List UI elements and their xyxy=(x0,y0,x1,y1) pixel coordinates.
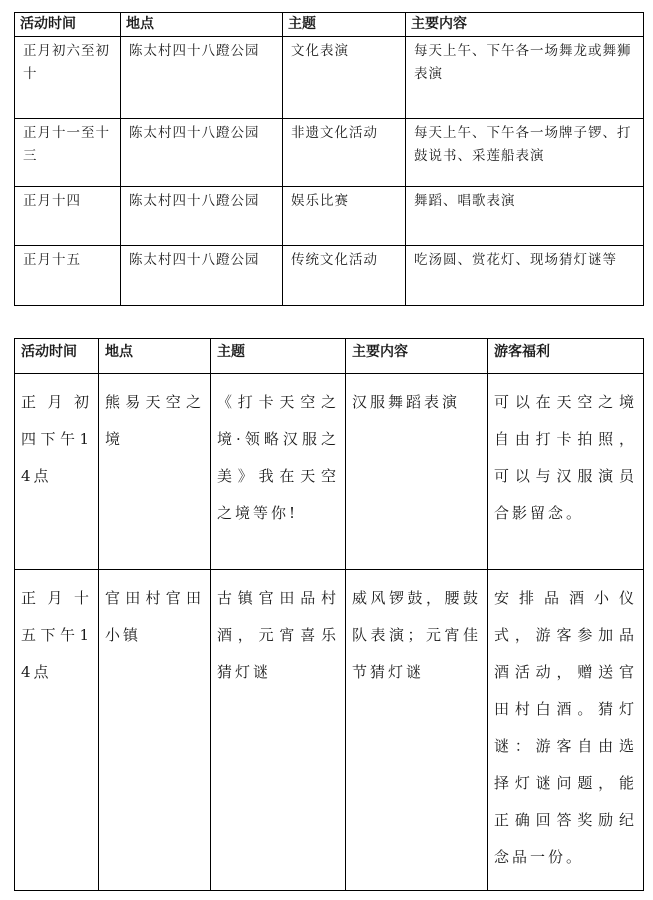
cell-time: 正月十四 xyxy=(15,187,121,246)
cell-theme: 文化表演 xyxy=(283,37,406,119)
header-content: 主要内容 xyxy=(346,339,488,374)
header-theme: 主题 xyxy=(211,339,346,374)
cell-benefits: 可以在天空之境自由打卡拍照，可以与汉服演员合影留念。 xyxy=(488,374,644,570)
header-location: 地点 xyxy=(99,339,211,374)
table-row xyxy=(15,187,644,246)
header-time: 活动时间 xyxy=(15,13,121,37)
cell-location: 陈太村四十八蹬公园 xyxy=(121,246,283,306)
cell-time: 正月十一至十三 xyxy=(15,119,121,187)
cell-theme: 古镇官田品村酒，元宵喜乐猜灯谜 xyxy=(211,570,346,891)
cell-time: 正月初四下午14点 xyxy=(15,374,99,570)
header-content: 主要内容 xyxy=(406,13,644,37)
table-row xyxy=(15,37,644,119)
table-header-row xyxy=(15,13,644,37)
cell-benefits: 安排品酒小仪式，游客参加品酒活动，赠送官田村白酒。猜灯谜：游客自由选择灯谜问题，能正确回答奖励纪念品一份。 xyxy=(488,570,644,891)
activity-table-1 xyxy=(14,12,644,306)
cell-time: 正月十五 xyxy=(15,246,121,306)
cell-theme: 非遗文化活动 xyxy=(283,119,406,187)
cell-theme: 《打卡天空之境·领略汉服之美》我在天空之境等你! xyxy=(211,374,346,570)
activity-table-2 xyxy=(14,338,644,891)
header-time: 活动时间 xyxy=(15,339,99,374)
table-header-row xyxy=(15,339,644,374)
cell-location: 陈太村四十八蹬公园 xyxy=(121,119,283,187)
cell-location: 官田村官田小镇 xyxy=(99,570,211,891)
cell-content: 每天上午、下午各一场牌子锣、打鼓说书、采莲船表演 xyxy=(406,119,644,187)
table-row xyxy=(15,246,644,306)
cell-content: 威风锣鼓，腰鼓队表演；元宵佳节猜灯谜 xyxy=(346,570,488,891)
cell-time: 正月十五下午14点 xyxy=(15,570,99,891)
table-row xyxy=(15,119,644,187)
header-benefits: 游客福利 xyxy=(488,339,644,374)
header-theme: 主题 xyxy=(283,13,406,37)
cell-location: 陈太村四十八蹬公园 xyxy=(121,37,283,119)
cell-content: 吃汤圆、赏花灯、现场猜灯谜等 xyxy=(406,246,644,306)
cell-theme: 娱乐比赛 xyxy=(283,187,406,246)
cell-time: 正月初六至初十 xyxy=(15,37,121,119)
table-row xyxy=(15,374,644,570)
header-location: 地点 xyxy=(121,13,283,37)
cell-content: 舞蹈、唱歌表演 xyxy=(406,187,644,246)
cell-location: 熊易天空之境 xyxy=(99,374,211,570)
cell-content: 汉服舞蹈表演 xyxy=(346,374,488,570)
cell-content: 每天上午、下午各一场舞龙或舞狮表演 xyxy=(406,37,644,119)
table-row xyxy=(15,570,644,891)
cell-theme: 传统文化活动 xyxy=(283,246,406,306)
cell-location: 陈太村四十八蹬公园 xyxy=(121,187,283,246)
